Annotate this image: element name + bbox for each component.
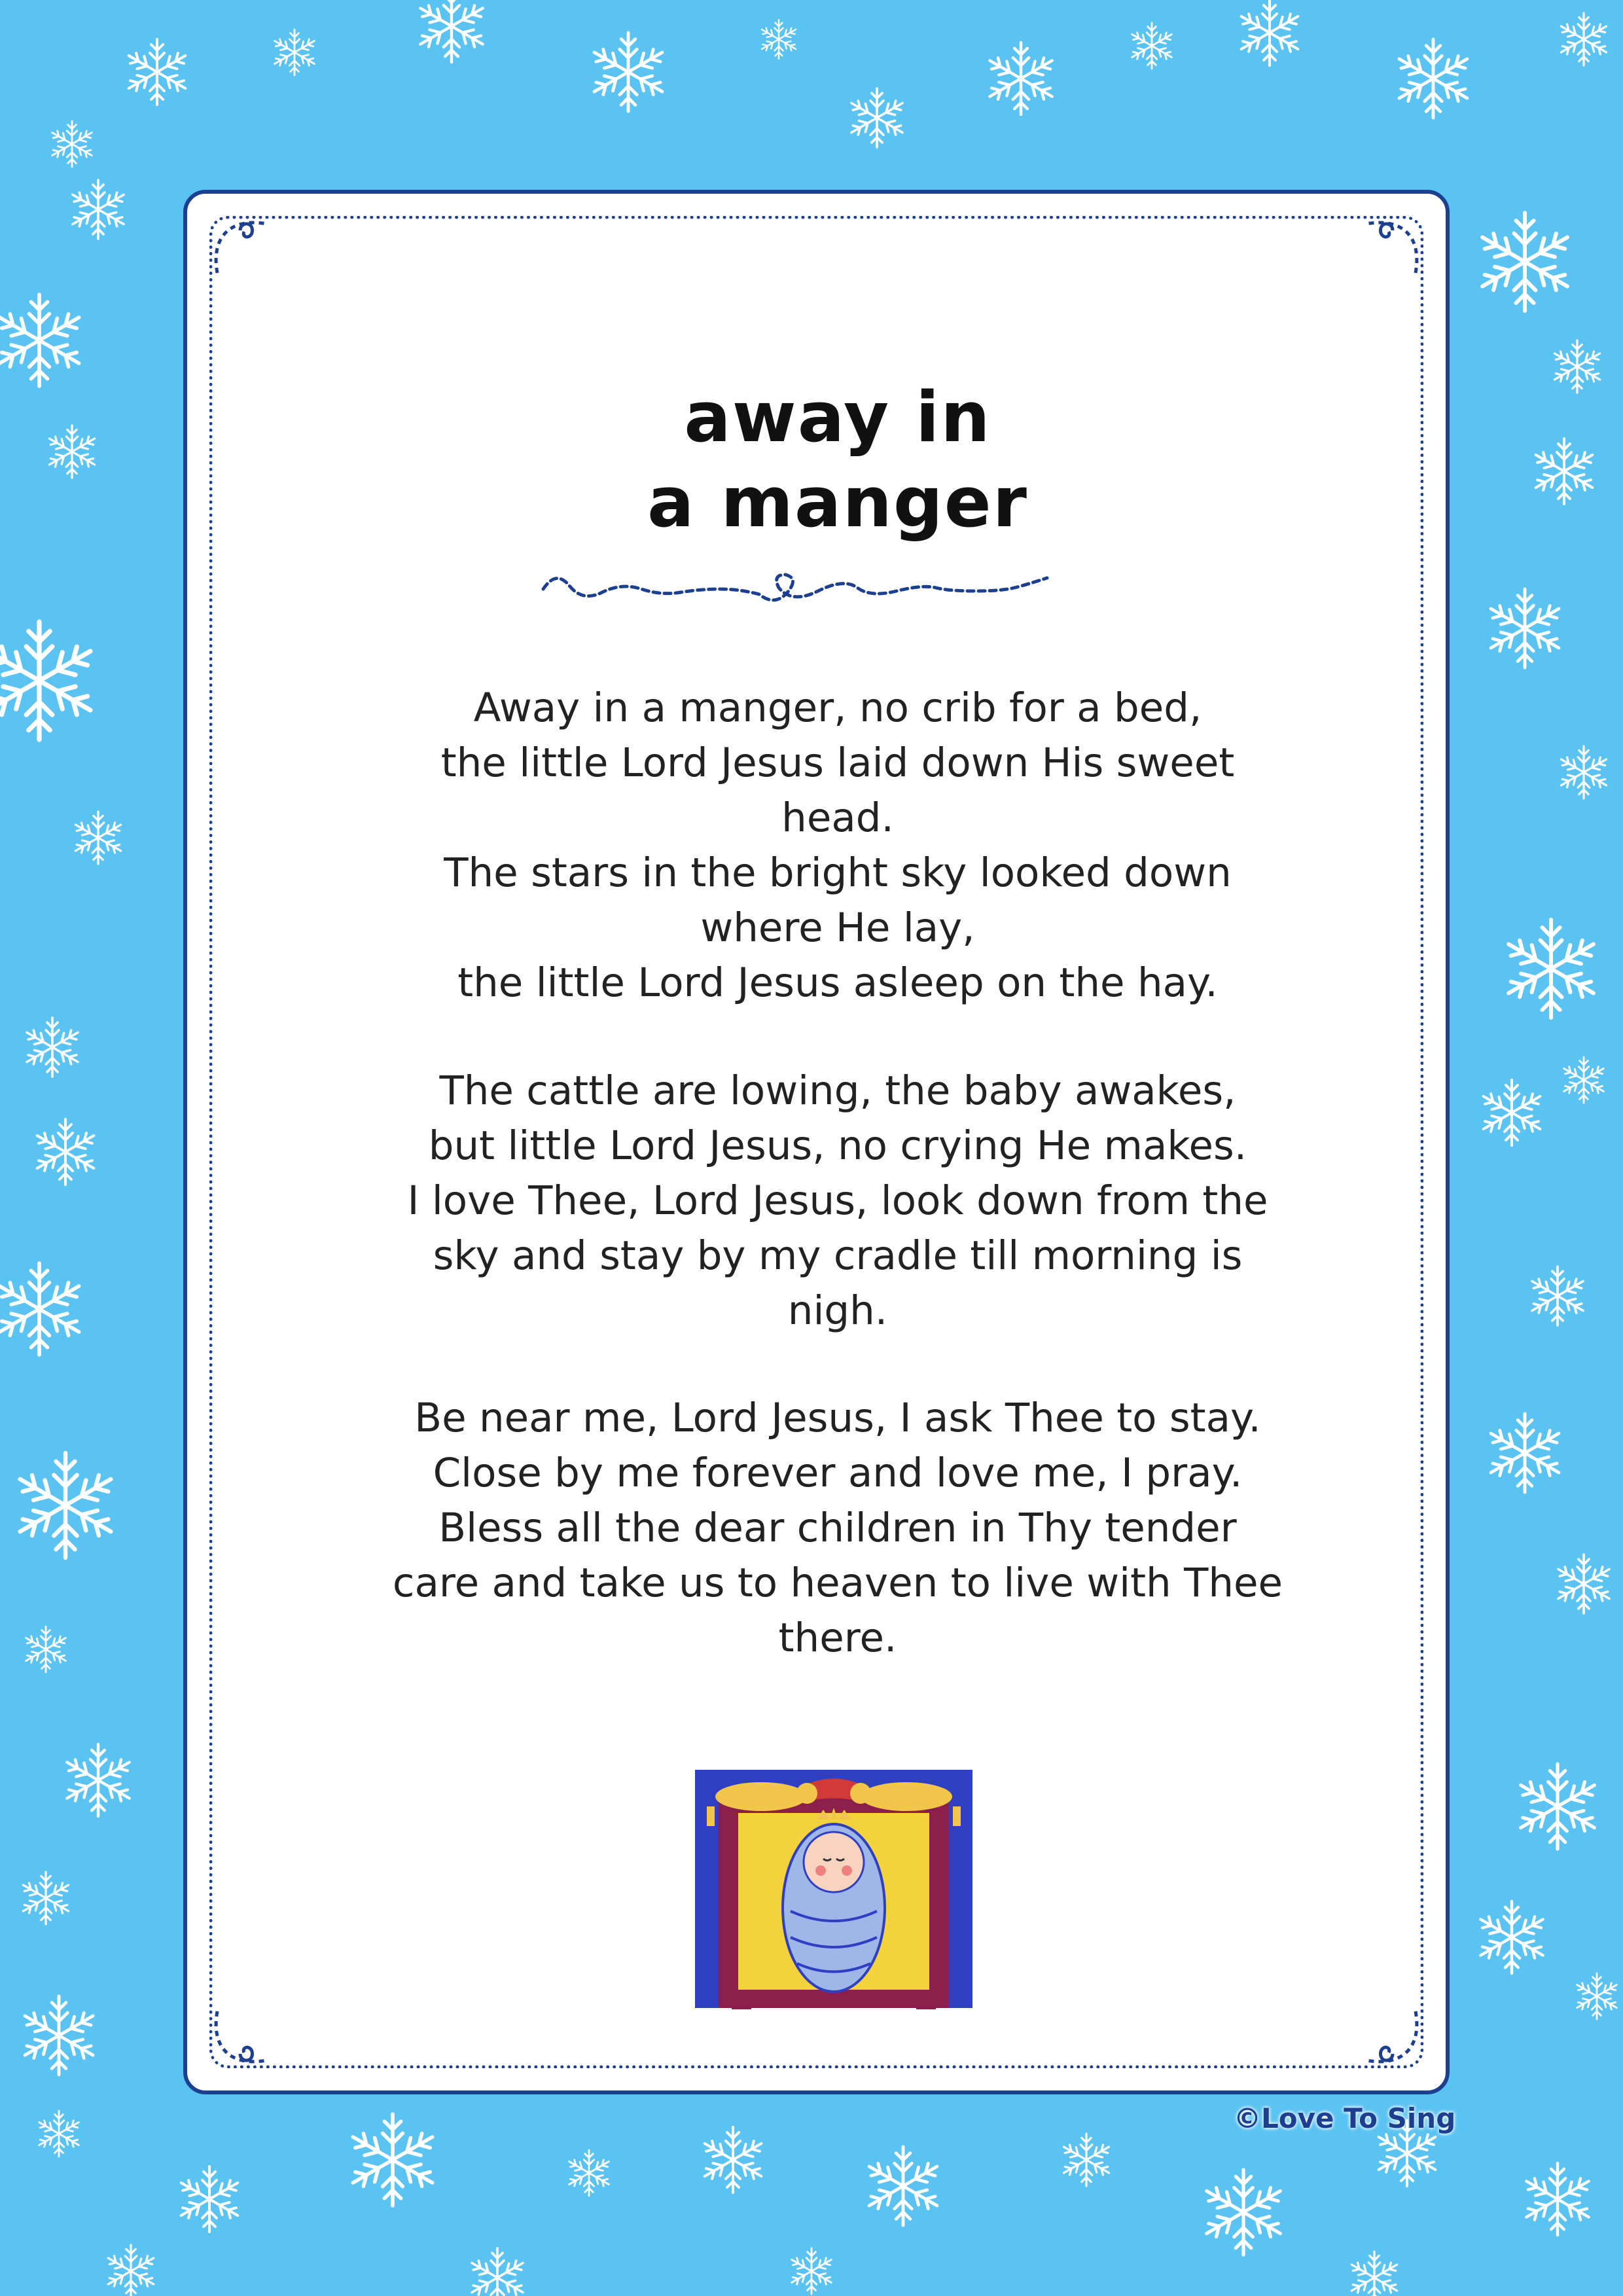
snowflake-icon	[1202, 2170, 1285, 2255]
verse-2	[308, 1064, 1368, 1338]
snowflake-icon	[760, 20, 798, 59]
snowflake-icon	[1486, 589, 1563, 668]
lyric-line: head.	[781, 795, 894, 841]
lyric-line: there.	[778, 1615, 897, 1661]
song-title-line-1: away in	[684, 377, 991, 457]
lyric-line: where He lay,	[700, 905, 975, 951]
snowflake-icon	[1555, 1554, 1613, 1613]
snowflake-icon	[567, 2150, 611, 2196]
snowflake-icon	[1480, 1080, 1544, 1145]
lyric-line: sky and stay by my cradle till morning is	[433, 1232, 1243, 1279]
baby-in-manger-illustration	[692, 1767, 975, 2011]
snowflake-icon	[1575, 1973, 1619, 2019]
snowflake-icon	[20, 1872, 71, 1924]
lyric-line: I love Thee, Lord Jesus, look down from the	[407, 1177, 1268, 1224]
snowflake-icon	[272, 29, 317, 75]
corner-swirl-icon	[1357, 2001, 1429, 2073]
snowflake-icon	[348, 2114, 438, 2206]
lyric-line: the little Lord Jesus asleep on the hay.	[457, 960, 1218, 1006]
snowflake-icon	[1522, 2163, 1592, 2235]
snowflake-icon	[73, 812, 124, 864]
snowflake-icon	[46, 425, 98, 478]
snowflake-icon	[1552, 340, 1603, 393]
snowflake-icon	[50, 121, 94, 167]
lyric-line: The cattle are lowing, the baby awakes,	[439, 1067, 1236, 1114]
lyric-line: but little Lord Jesus, no crying He makes.	[428, 1122, 1247, 1169]
snowflake-icon	[1395, 39, 1471, 118]
snowflake-icon	[1558, 13, 1609, 65]
snowflake-icon	[469, 2248, 526, 2296]
snowflake-icon	[1349, 2251, 1400, 2296]
snowflake-icon	[14, 1453, 116, 1558]
snowflake-icon	[1477, 213, 1573, 311]
snowflake-icon	[33, 1119, 98, 1185]
lyric-line: Be near me, Lord Jesus, I ask Thee to stay.	[414, 1395, 1261, 1441]
snowflake-icon	[1238, 0, 1302, 65]
snowflake-icon	[1503, 920, 1599, 1018]
snowflake-icon	[0, 295, 84, 386]
snowflake-icon	[1130, 23, 1174, 69]
snowflake-icon	[0, 1263, 84, 1355]
snowflake-icon	[125, 39, 189, 105]
lyric-line: nigh.	[787, 1287, 888, 1334]
snowflake-icon	[1561, 1057, 1606, 1103]
snowflake-icon	[789, 2248, 834, 2294]
snowflake-icon	[865, 2147, 941, 2225]
snowflake-icon	[701, 2127, 765, 2193]
squiggle-divider-icon	[537, 563, 1073, 615]
lyric-line: the little Lord Jesus laid down His sweet	[440, 740, 1235, 786]
snowflake-icon	[1529, 1266, 1586, 1325]
snowflake-icon	[1532, 439, 1596, 504]
snowflake-icon	[105, 2245, 156, 2296]
snowflake-icon	[848, 88, 906, 147]
snowflake-icon	[416, 0, 486, 62]
verse-3	[308, 1391, 1368, 1666]
snowflake-icon	[986, 43, 1056, 115]
snowflake-icon	[69, 180, 127, 239]
verse-1	[308, 681, 1368, 1011]
snowflake-icon	[24, 1018, 81, 1077]
lyric-line: Close by me forever and love me, I pray.	[433, 1450, 1243, 1496]
snowflake-icon	[63, 1744, 133, 1816]
snowflake-icon	[1476, 1901, 1546, 1973]
snowflake-icon	[1486, 1414, 1563, 1492]
lyric-line: Bless all the dear children in Thy tender	[438, 1505, 1237, 1551]
lyric-line: care and take us to heaven to live with Thee	[392, 1560, 1283, 1606]
copyright-text: ©Love To Sing	[1234, 2102, 1456, 2134]
snowflake-icon	[1558, 746, 1609, 798]
snowflake-icon	[0, 622, 97, 740]
snowflake-icon	[590, 33, 666, 111]
lyric-line: Away in a manger, no crib for a bed,	[473, 685, 1202, 731]
snowflake-icon	[37, 2111, 81, 2157]
corner-swirl-icon	[1357, 211, 1429, 283]
corner-swirl-icon	[204, 2001, 276, 2073]
corner-swirl-icon	[204, 211, 276, 283]
snowflake-icon	[24, 1626, 68, 1672]
lyric-line: The stars in the bright sky looked down	[444, 850, 1232, 896]
snowflake-icon	[20, 1996, 97, 2075]
snowflake-icon	[1516, 1764, 1599, 1849]
snowflake-icon	[1061, 2134, 1112, 2186]
snowflake-icon	[177, 2166, 241, 2232]
song-title-line-2: a manger	[647, 462, 1028, 543]
